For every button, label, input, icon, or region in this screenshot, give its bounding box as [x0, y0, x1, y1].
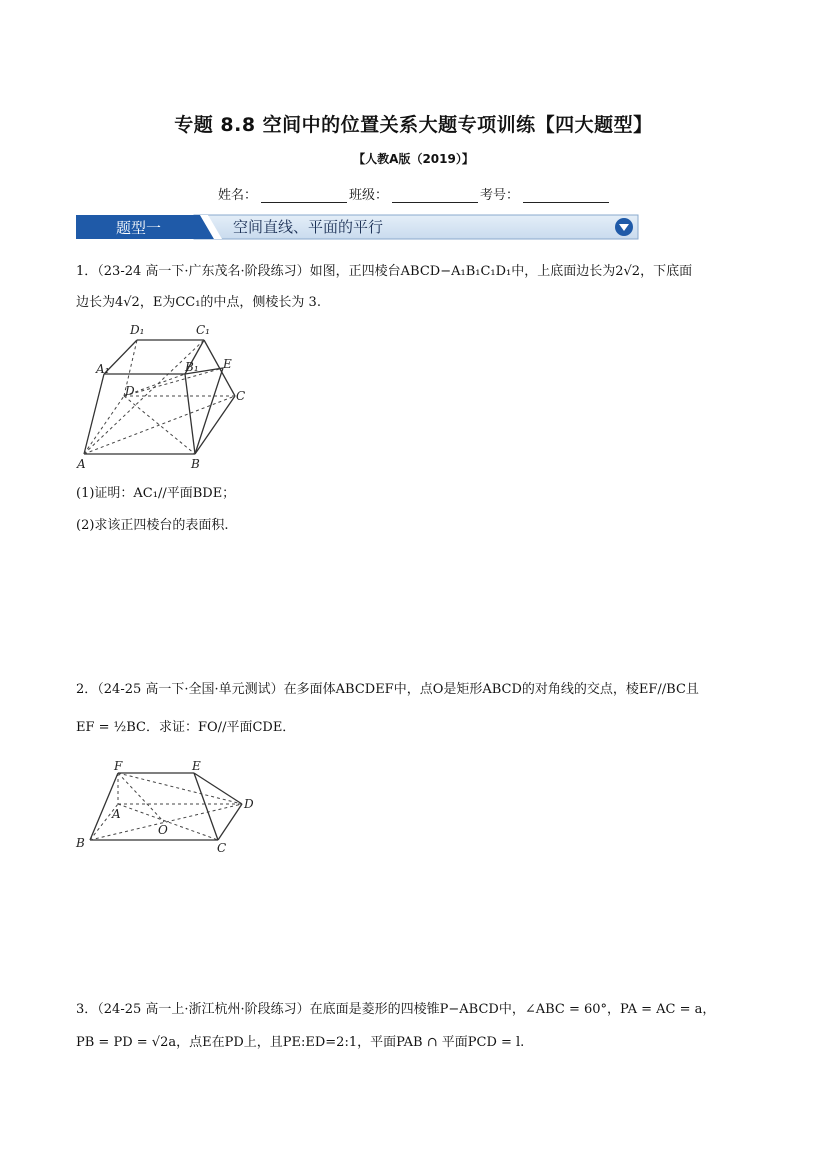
q2-text-line1: 2．（24-25 高一下·全国·单元测试）在多面体ABCDEF中，点O是矩形ABCD的对角线的交点，棱EF//BC且 [76, 682, 699, 697]
q1-label-B: B [191, 457, 200, 471]
q1-text-line2: 边长为4√2，E为CC₁的中点，侧棱长为 3. [76, 295, 321, 310]
q2-label-C: C [217, 841, 227, 855]
q1-label-D1: D₁ [130, 323, 145, 337]
section-tag: 题型一 [116, 219, 162, 237]
section-banner [76, 213, 640, 241]
q2-label-A: A [112, 807, 121, 821]
edition-subtitle: 【人教A版（2019）】 [353, 152, 474, 166]
q1-part1: (1)证明：AC₁//平面BDE； [76, 486, 236, 501]
q1-label-C1: C₁ [196, 323, 210, 337]
q1-label-B1: B₁ [185, 360, 199, 374]
exam-no-blank[interactable] [523, 188, 609, 203]
q2-label-B: B [76, 836, 85, 850]
q1-frustum-figure [74, 318, 274, 474]
q2-label-D: D [244, 797, 254, 811]
q1-label-D: D [125, 384, 135, 398]
q1-part2: (2)求该正四棱台的表面积. [76, 518, 229, 533]
q2-label-E: E [192, 759, 201, 773]
q2-label-O: O [158, 823, 168, 837]
name-label: 姓名： [218, 188, 258, 203]
q3-text-line2: PB = PD = √2a，点E在PD上，且PE:ED=2:1，平面PAB ∩ 平面PCD = l. [76, 1035, 525, 1050]
q3-text-line1: 3．（24-25 高一上·浙江杭州·阶段练习）在底面是菱形的四棱锥P−ABCD中，∠ABC = 60°，PA = AC = a， [76, 1002, 716, 1017]
q1-label-A: A [77, 457, 86, 471]
q2-label-F: F [114, 759, 123, 773]
section-title: 空间直线、平面的平行 [233, 218, 384, 236]
q2-polyhedron-figure [72, 758, 272, 858]
class-blank[interactable] [392, 188, 478, 203]
name-blank[interactable] [261, 188, 347, 203]
class-label: 班级： [349, 188, 389, 203]
q1-label-C: C [236, 389, 246, 403]
q2-text-line2: EF = ½BC．求证：FO//平面CDE． [76, 720, 296, 735]
exam-no-label: 考号： [480, 188, 520, 203]
q1-label-A1: A₁ [96, 362, 110, 376]
q1-text-line1: 1．（23-24 高一下·广东茂名·阶段练习）如图，正四棱台ABCD−A₁B₁C₁D₁中，上底面边长为2√2，下底面 [76, 264, 693, 279]
q1-label-E: E [223, 357, 232, 371]
document-title: 专题 8.8 空间中的位置关系大题专项训练【四大题型】 [174, 114, 653, 136]
student-info-row [218, 184, 611, 203]
chevron-down-icon[interactable] [614, 217, 634, 237]
